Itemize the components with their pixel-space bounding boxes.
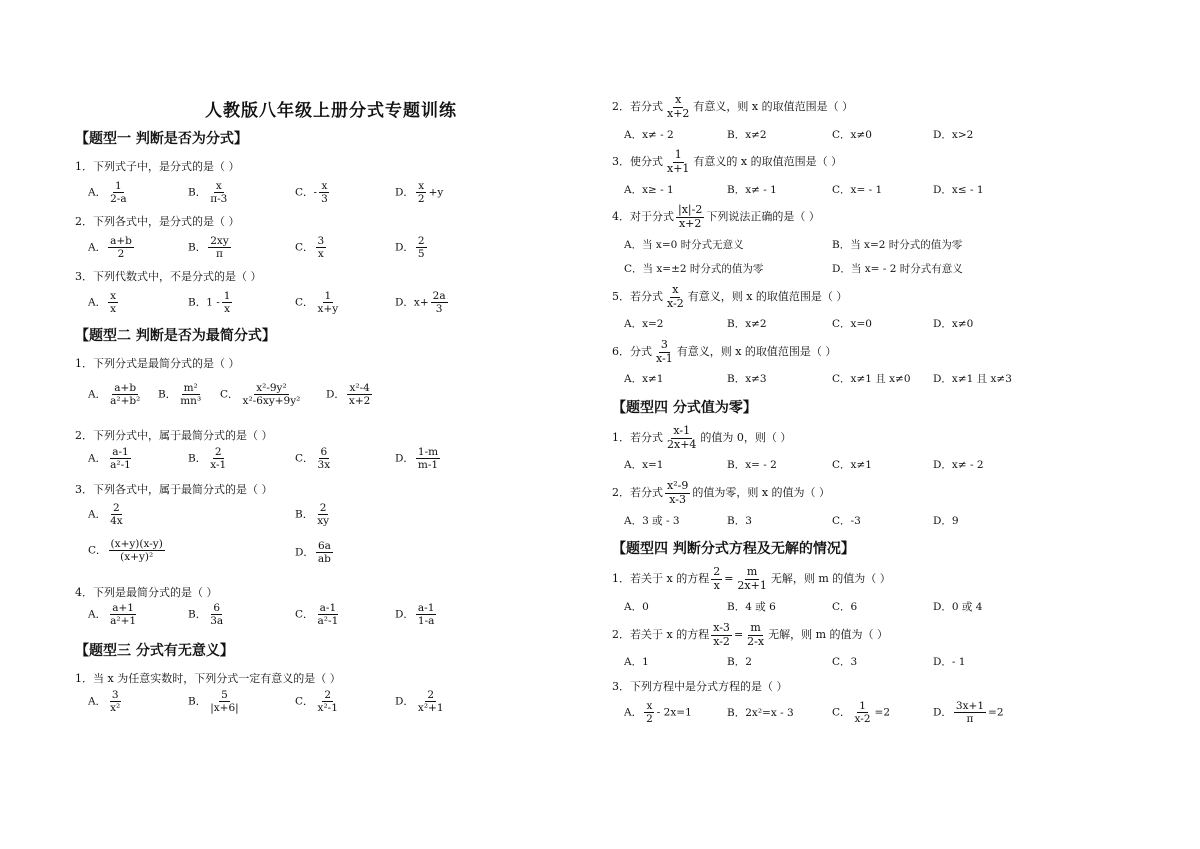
option-b: B． $\frac{2}{x-1}$ bbox=[188, 446, 227, 472]
option-c: C．x≠0 bbox=[832, 129, 872, 141]
option-c: C．x≠1 bbox=[832, 459, 872, 471]
option-d: D． $\frac{1-m}{m-1}$ bbox=[395, 446, 439, 472]
option-b: B．x≠3 bbox=[727, 373, 767, 385]
option-c: C． $\frac{6}{3x}$ bbox=[295, 446, 331, 472]
question: 3．使分式 $\frac{1}{x+1}$ 有意义的 x 的取值范围是（ ） bbox=[612, 148, 843, 175]
option-c: C．- $\frac{x}{3}$ bbox=[295, 180, 328, 206]
option-b: B． $\frac{5}{|x+6|}$ bbox=[188, 689, 239, 715]
question: 3．下列方程中是分式方程的是（ ） bbox=[612, 680, 788, 693]
option-c: C．x≠1 且 x≠0 bbox=[832, 373, 911, 385]
question: 2．下列各式中，是分式的是（ ） bbox=[75, 215, 240, 228]
option-c: C． $\frac{a-1}{\text{a²-1}}$ bbox=[295, 602, 339, 628]
question: 3．下列代数式中，不是分式的是（ ） bbox=[75, 270, 262, 283]
section-title: 【题型二 判断是否为最简分式】 bbox=[75, 328, 276, 344]
page-title: 人教版八年级上册分式专题训练 bbox=[205, 101, 457, 121]
option-d: D．x≠0 bbox=[933, 318, 974, 330]
question: 2．下列分式中，属于最简分式的是（ ） bbox=[75, 429, 273, 442]
option-b: B．3 bbox=[727, 515, 752, 527]
option-b: B．x≠2 bbox=[727, 129, 767, 141]
option-c: C． $\frac{\text{x²-9y²}}{\text{x²-6xy+9y²}}$ bbox=[220, 382, 301, 408]
option-b: B．1 - $\frac{1}{x}$ bbox=[188, 290, 231, 316]
option-d: D．- 1 bbox=[933, 656, 966, 668]
option-c: C．6 bbox=[832, 601, 858, 613]
option-d: D．x≤ - 1 bbox=[933, 184, 984, 196]
option-c: C．当 x=±2 时分式的值为零 bbox=[624, 263, 764, 275]
option-b: B． $\frac{6}{3a}$ bbox=[188, 602, 224, 628]
option-a: A． $\frac{a+1}{\text{a²+1}}$ bbox=[88, 602, 137, 628]
option-a: A． $\frac{x}{2}$ - 2x=1 bbox=[624, 700, 692, 726]
option-b: B．2 bbox=[727, 656, 752, 668]
option-c: C． $\frac{3}{x}$ bbox=[295, 235, 325, 261]
option-c: C．x=0 bbox=[832, 318, 872, 330]
section-title: 【题型三 分式有无意义】 bbox=[75, 643, 234, 659]
option-b: B． $\frac{x}{\pi-3}$ bbox=[188, 180, 228, 206]
option-b: B．4 或 6 bbox=[727, 601, 776, 613]
question: 3．下列各式中，属于最简分式的是（ ） bbox=[75, 483, 273, 496]
option-d: D．9 bbox=[933, 515, 959, 527]
option-d: D．x≠ - 2 bbox=[933, 459, 984, 471]
option-a: A． $\frac{a+b}{2}$ bbox=[88, 235, 132, 261]
option-a: A． $\frac{a+b}{\text{a²+b²}}$ bbox=[88, 382, 141, 408]
option-a: A． $\frac{3}{\text{x²}}$ bbox=[88, 689, 121, 715]
option-a: A．x≠1 bbox=[624, 373, 664, 385]
option-d: D． $\frac{2}{\text{x²+1}}$ bbox=[395, 689, 444, 715]
question: 4．对于分式 $\frac{|x|-2}{x+2}$ 下列说法正确的是（ ） bbox=[612, 203, 820, 230]
option-d: D． $\frac{a-1}{1-a}$ bbox=[395, 602, 435, 628]
option-b: B．x≠2 bbox=[727, 318, 767, 330]
option-c: C． $\frac{1}{x-2}$ =2 bbox=[832, 700, 890, 726]
option-b: B． $\frac{2}{xy}$ bbox=[295, 502, 330, 528]
section-title: 【题型四 分式值为零】 bbox=[612, 400, 757, 416]
option-d: D． $\frac{3x+1}{\pi}$ =2 bbox=[933, 700, 1004, 726]
question: 5．若分式 $\frac{x}{x-2}$ 有意义，则 x 的取值范围是（ ） bbox=[612, 283, 848, 310]
option-d: D．x≠1 且 x≠3 bbox=[933, 373, 1012, 385]
option-d: D． $\frac{2}{5}$ bbox=[395, 235, 425, 261]
option-b: B．x≠ - 1 bbox=[727, 184, 777, 196]
option-a: A．3 或 - 3 bbox=[624, 515, 680, 527]
option-b: B．2x²=x - 3 bbox=[727, 707, 794, 719]
question: 4．下列是最简分式的是（ ） bbox=[75, 586, 218, 599]
option-d: D． $\frac{x}{2}$ +y bbox=[395, 180, 444, 206]
option-c: C．x= - 1 bbox=[832, 184, 883, 196]
section-title: 【题型一 判断是否为分式】 bbox=[75, 131, 248, 147]
option-a: A．x=1 bbox=[624, 459, 664, 471]
option-a: A．1 bbox=[624, 656, 649, 668]
question: 1．下列式子中，是分式的是（ ） bbox=[75, 160, 240, 173]
question: 1．若关于 x 的方程 $\frac{2}{x}$ = $\frac{m}{2x+1}$ 无解，则 m 的值为（ ） bbox=[612, 565, 891, 592]
option-c: C． $\frac{(x+y)(x-y)}{\text{(x+y)²}}$ bbox=[88, 538, 163, 564]
option-a: A．x≥ - 1 bbox=[624, 184, 674, 196]
option-a: A．x≠ - 2 bbox=[624, 129, 674, 141]
option-c: C． $\frac{2}{\text{x²-1}}$ bbox=[295, 689, 338, 715]
question: 2．若关于 x 的方程 $\frac{x-3}{x-2}$ = $\frac{m}{2-x}$ 无解，则 m 的值为（ ） bbox=[612, 621, 888, 648]
option-d: D．x>2 bbox=[933, 129, 974, 141]
option-c: C． $\frac{1}{x+y}$ bbox=[295, 290, 339, 316]
option-a: A． $\frac{x}{x}$ bbox=[88, 290, 117, 316]
option-b: B．x= - 2 bbox=[727, 459, 777, 471]
question: 1．若分式 $\frac{x-1}{2x+4}$ 的值为 0，则（ ） bbox=[612, 424, 792, 451]
option-d: D．当 x= - 2 时分式有意义 bbox=[832, 263, 963, 275]
option-b: B．当 x=2 时分式的值为零 bbox=[832, 239, 963, 251]
option-a: A． $\frac{1}{2-a}$ bbox=[88, 180, 127, 206]
option-d: D．0 或 4 bbox=[933, 601, 983, 613]
question: 2．若分式 $\frac{x}{x+2}$ 有意义，则 x 的取值范围是（ ） bbox=[612, 93, 854, 120]
question: 1．当 x 为任意实数时，下列分式一定有意义的是（ ） bbox=[75, 672, 341, 685]
option-a: A．当 x=0 时分式无意义 bbox=[624, 239, 744, 251]
option-d: D． $\frac{6a}{ab}$ bbox=[295, 540, 331, 566]
question: 1．下列分式是最简分式的是（ ） bbox=[75, 357, 240, 370]
option-d: D． $\frac{\text{x²-4}}{x+2}$ bbox=[326, 382, 371, 408]
option-a: A．x=2 bbox=[624, 318, 664, 330]
option-a: A． $\frac{a-1}{\text{a²-1}}$ bbox=[88, 446, 131, 472]
option-c: C．3 bbox=[832, 656, 858, 668]
option-a: A．0 bbox=[624, 601, 649, 613]
option-d: D．x+ $\frac{2a}{3}$ bbox=[395, 290, 446, 316]
option-b: B． $\frac{\text{m²}}{\text{mn³}}$ bbox=[158, 382, 202, 408]
question: 6．分式 $\frac{3}{x-1}$ 有意义，则 x 的取值范围是（ ） bbox=[612, 338, 837, 365]
option-c: C．-3 bbox=[832, 515, 861, 527]
section-title: 【题型四 判断分式方程及无解的情况】 bbox=[612, 541, 855, 557]
option-a: A． $\frac{2}{4x}$ bbox=[88, 502, 123, 528]
question: 2．若分式 $\frac{\text{x²-9}}{x-3}$ 的值为零，则 x 的值为（ ） bbox=[612, 479, 831, 506]
option-b: B． $\frac{2xy}{\pi}$ bbox=[188, 235, 229, 261]
